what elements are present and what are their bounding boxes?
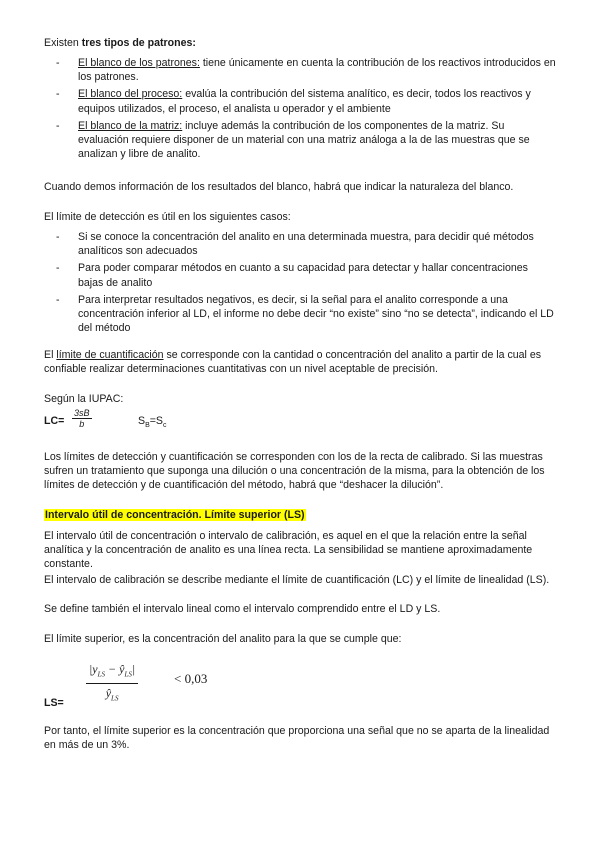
ld-intro: El límite de detección es útil en los siguientes casos: [44,211,291,223]
intro-line [44,36,560,50]
list-item: - El blanco de la matriz: incluye además la contribución de los componentes de la matriz. Su evaluación requiere disponer de un material con una matriz análoga a la de las muestras que se analizan y libre de analito. [56,119,530,161]
ls-fraction [86,660,138,708]
dash-bullet: - [56,119,60,132]
dash-bullet: - [56,293,60,306]
ls-denominator: $ŷ_{LS}$ [105,686,119,703]
lc-formula [44,408,344,434]
list-item: - Si se conoce la concentración del analito en una determinada muestra, para decidir qué métodos analíticos son adecuados [56,231,534,258]
ls-intro: El límite superior, es la concentración del analito para la que se cumple que: [44,633,402,645]
intro-text: Existen [44,37,82,49]
highlighted-heading: Intervalo útil de concentración. Límite superior (LS) [45,509,305,521]
lc-definition: El límite de cuantificación se corresponde con la cantidad o concentración del analito a partir de la cual es confiable realizar determinaciones cuantitativas con un nivel aceptable de precisión. [44,349,542,376]
list-item: - Para interpretar resultados negativos, es decir, si la señal para el analito corresponde a una concentración inferior al LD, el informe no debe decir “no existe” sino “no se detecta”, indicando el LD del método [56,293,554,335]
list-item: - El blanco del proceso: evalúa la contribución del sistema analítico, es decir, todos los reactivos y equipos utilizados, el proceso, el analista u operador y el ambiente [56,88,531,115]
blank-note: Cuando demos información de los resultados del blanco, habrá que indicar la naturaleza del blanco. [44,181,514,193]
lc-fraction [72,408,92,429]
blank-types-list [56,56,556,164]
dash-bullet: - [56,231,60,243]
intro-bold: tres tipos de patrones: [81,37,196,49]
interval-paragraph-3: Se define también el intervalo lineal como el intervalo comprendido entre el LD y LS. [44,603,441,615]
ls-formula [44,660,344,710]
ls-label: LS= [44,697,64,709]
iupac-label: Según la IUPAC: [44,393,124,405]
section-heading [44,508,560,522]
dash-bullet: - [56,262,60,275]
list-item: - El blanco de los patrones: tiene únicamente en cuenta la contribución de los reactivos introducidos en los patrones. [56,57,556,84]
dash-bullet: - [56,88,60,101]
interval-paragraph-1: El intervalo útil de concentración o intervalo de calibración, es aquel en el que la relación entre la señal analítica y la concentración de analito es una línea recta. La sensibilidad se mantiene aproximadamente constante. [44,530,533,571]
ls-rhs: < 0,03 [174,671,208,686]
list-item: - Para poder comparar métodos en cuanto a su capacidad para detectar y hallar concentraciones bajas de analito [56,262,528,289]
lc-denominator: b [79,419,85,429]
lc-numerator: 3sB [74,408,90,418]
ls-numerator: $|y_{LS}$ − $ŷ_{LS}|$ [86,660,138,684]
limits-note: Los límites de detección y cuantificación se corresponden con los de la recta de calibrado. Si las muestras sufren un tratamiento que suponga una dilución o una concentración de la misma, para la obtención de los límites de detección y de cuantificación del método, habrá que “deshacer la dilución”. [44,451,545,492]
interval-paragraph-2: El intervalo de calibración se describe mediante el límite de cuantificación (LC) y el límite de linealidad (LS). [44,574,550,586]
conclusion: Por tanto, el límite superior es la concentración que proporciona una señal que no se aparta de la linealidad en más de un 3%. [44,725,550,752]
s-equality: $S_B=S_c$ [138,415,167,430]
dash-bullet: - [56,57,60,69]
ld-cases-list [56,230,556,338]
lc-label: LC= [44,415,65,427]
